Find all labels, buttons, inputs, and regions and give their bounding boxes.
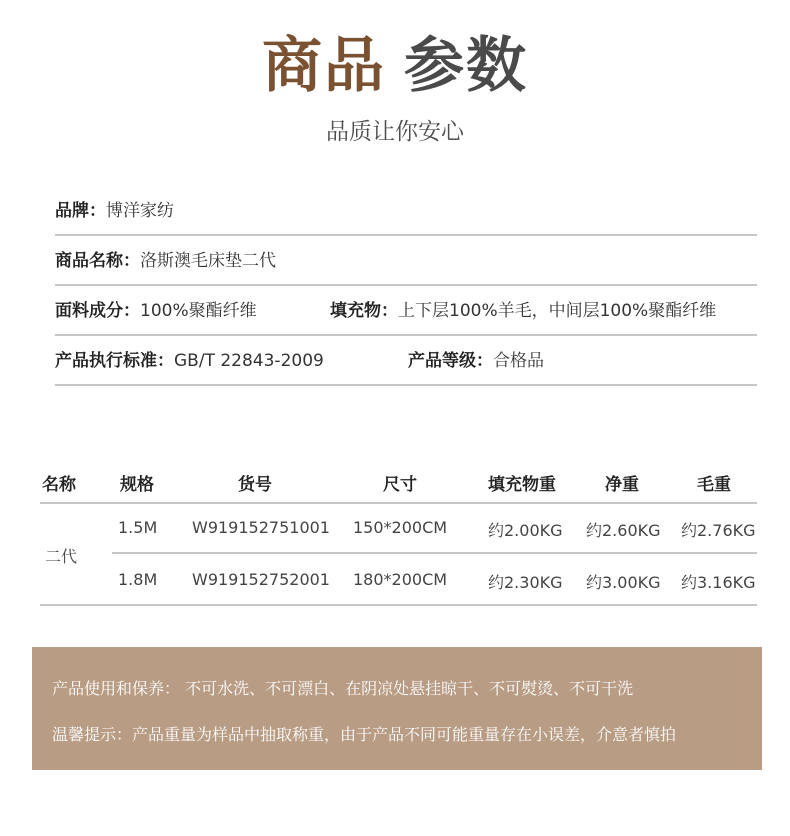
spec-filling-label: 填充物： bbox=[330, 301, 398, 321]
row-net-weight: 约2.60KG bbox=[586, 521, 661, 540]
spec-filling bbox=[330, 298, 716, 324]
row-fill-weight: 约2.30KG bbox=[488, 573, 563, 592]
spec-filling-value: 上下层100%羊毛，中间层100%聚酯纤维 bbox=[398, 301, 717, 321]
spec-grade-value: 合格品 bbox=[493, 351, 544, 371]
header-gross-weight: 毛重 bbox=[697, 475, 731, 495]
table-row bbox=[112, 504, 757, 554]
spec-grade-label: 产品等级： bbox=[408, 351, 493, 371]
table-group-cell bbox=[40, 504, 112, 606]
spec-standard bbox=[55, 348, 324, 374]
spec-brand-value: 博洋家纺 bbox=[106, 201, 174, 221]
header-net-weight: 净重 bbox=[605, 475, 639, 495]
row-spec: 1.5M bbox=[118, 518, 158, 537]
row-spec: 1.8M bbox=[118, 570, 158, 589]
title-part-1: 商品 bbox=[262, 31, 386, 101]
spec-row-materials bbox=[55, 286, 757, 336]
row-sku: W919152751001 bbox=[192, 518, 330, 537]
group-name: 二代 bbox=[45, 547, 78, 566]
spec-fabric-value: 100%聚酯纤维 bbox=[140, 301, 257, 321]
spec-row-brand bbox=[55, 186, 757, 236]
spec-fabric-label: 面料成分： bbox=[55, 301, 140, 321]
care-notice-box bbox=[32, 647, 762, 770]
spec-name bbox=[55, 248, 276, 274]
spec-brand-label: 品牌： bbox=[55, 201, 106, 221]
care-instructions: 产品使用和保养： 不可水洗、不可漂白、在阴凉处悬挂晾干、不可熨烫、不可干洗 bbox=[52, 679, 634, 698]
row-gross-weight: 约2.76KG bbox=[681, 521, 756, 540]
weight-tip: 温馨提示：产品重量为样品中抽取称重，由于产品不同可能重量存在小误差，介意者慎拍 bbox=[52, 725, 677, 744]
spec-standard-label: 产品执行标准： bbox=[55, 351, 174, 371]
page-subtitle: 品质让你安心 bbox=[326, 119, 464, 145]
header-sku: 货号 bbox=[238, 475, 272, 495]
spec-fabric bbox=[55, 298, 257, 324]
header-spec: 规格 bbox=[120, 475, 154, 495]
title-part-2: 参数 bbox=[404, 31, 528, 101]
row-size: 150*200CM bbox=[353, 518, 448, 537]
spec-row-standard bbox=[55, 336, 757, 386]
page-title bbox=[0, 30, 790, 102]
spec-brand bbox=[55, 198, 174, 224]
row-sku: W919152752001 bbox=[192, 570, 330, 589]
table-header bbox=[40, 458, 757, 504]
header-size: 尺寸 bbox=[383, 475, 417, 495]
spec-standard-value: GB/T 22843-2009 bbox=[174, 351, 324, 371]
spec-name-value: 洛斯澳毛床垫二代 bbox=[140, 251, 276, 271]
spec-grade bbox=[408, 348, 544, 374]
table-row bbox=[112, 556, 757, 606]
header-name: 名称 bbox=[42, 475, 76, 495]
row-fill-weight: 约2.00KG bbox=[488, 521, 563, 540]
spec-row-name bbox=[55, 236, 757, 286]
header-fill-weight: 填充物重 bbox=[488, 475, 556, 495]
row-net-weight: 约3.00KG bbox=[586, 573, 661, 592]
spec-name-label: 商品名称： bbox=[55, 251, 140, 271]
row-size: 180*200CM bbox=[353, 570, 448, 589]
row-gross-weight: 约3.16KG bbox=[681, 573, 756, 592]
